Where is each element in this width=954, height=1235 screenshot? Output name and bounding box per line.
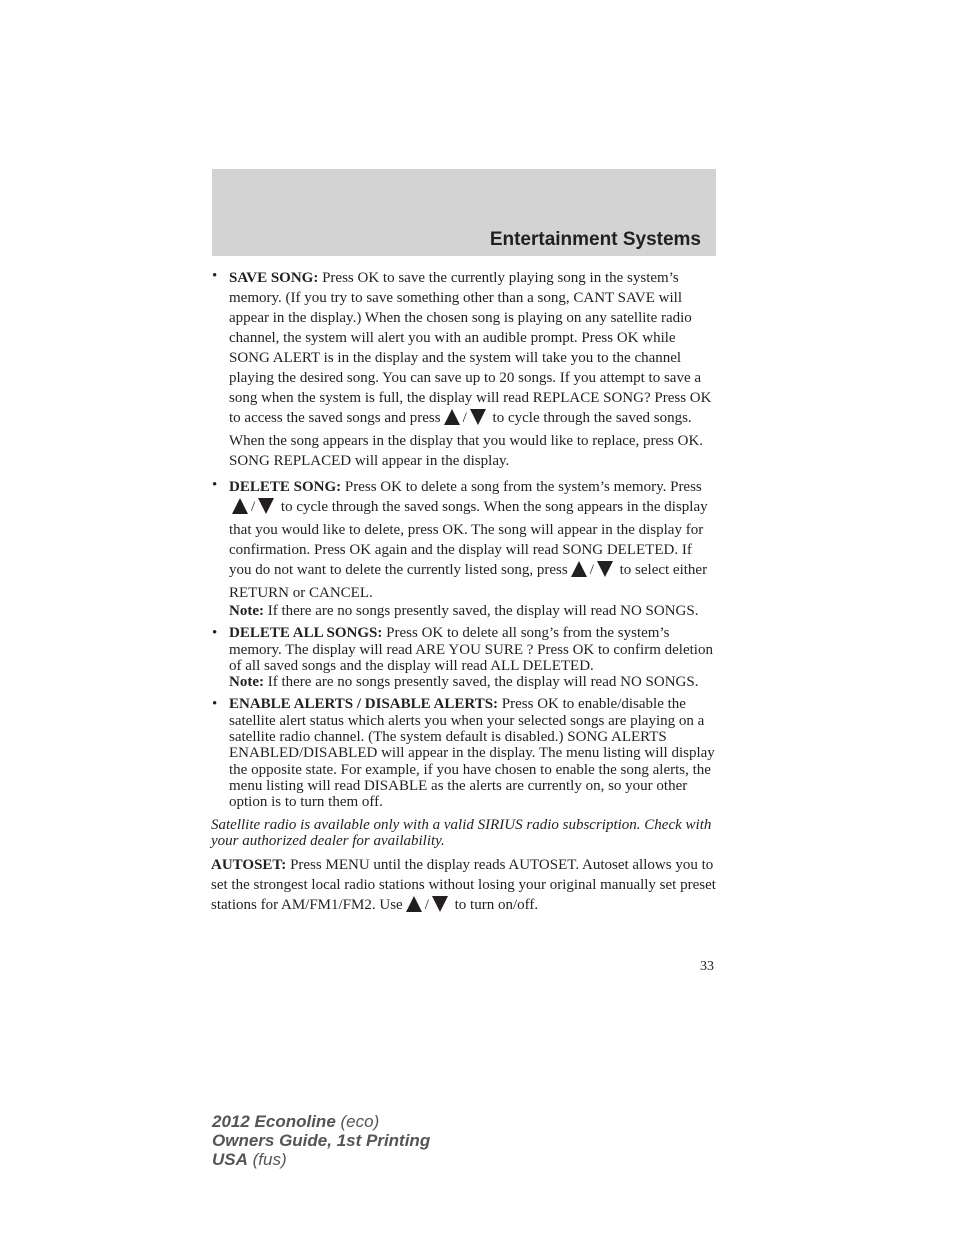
section-header-band [212, 169, 716, 256]
bullet-body: to cycle through the saved songs. When the song appears in the display that you would like to delete, press OK. The song will appear in the display for confirmation. Press OK again and the display will read SONG DELETED. If you do not want to delete the currently listed song, press [229, 499, 708, 578]
note-text: If there are no songs presently saved, the display will read NO SONGS. [267, 603, 699, 619]
arrow-down-icon [470, 409, 486, 425]
footer-guide: Owners Guide, 1st Printing [212, 1131, 431, 1150]
bullet-body: Press OK to enable/disable the satellite alert status which alerts you when your selected songs are playing on a satellite radio channel. (The system default is disabled.) SONG ALERTS ENABLED/DISABLED will appear in the display. The menu listing will display the opposite state. For example, if you have chosen to enable the song alerts, the menu listing will read DISABLE as the alerts are currently on, so your other option is to turn them off. [229, 696, 715, 811]
slash: / [251, 499, 256, 515]
bullet-text [229, 696, 717, 810]
bullet-text [229, 268, 717, 471]
bullet-body: to cycle through the saved songs. When the song appears in the display that you would like to replace, press OK. SONG REPLACED will appear in the display. [229, 410, 704, 469]
bullet-dot: • [212, 696, 218, 713]
page-number: 33 [700, 959, 714, 974]
bullet-dot: • [212, 625, 218, 642]
bullet-label: SAVE SONG: [229, 270, 319, 286]
arrow-up-icon [406, 896, 422, 912]
arrow-up-icon [444, 409, 460, 425]
note-label: Note: [229, 603, 264, 619]
footer-line-guide [212, 1131, 430, 1150]
footer-region: USA [212, 1150, 248, 1169]
arrow-down-icon [597, 561, 613, 577]
autoset-paragraph [211, 855, 717, 918]
autoset-body: to turn on/off. [454, 897, 539, 914]
note [229, 674, 717, 690]
bullet-body: to select either RETURN or CANCEL. [229, 562, 708, 601]
arrow-up-icon [232, 498, 248, 514]
section-title: Entertainment Systems [489, 229, 701, 250]
slash: / [462, 410, 467, 426]
bullet-dot: • [212, 268, 218, 284]
autoset-label: AUTOSET: [211, 857, 287, 874]
arrow-down-icon [432, 896, 448, 912]
page-content [211, 268, 717, 918]
bullet-text [229, 477, 717, 603]
bullet-label: DELETE SONG: [229, 479, 342, 495]
bullet-body: Press OK to delete a song from the system’s memory. Press [344, 479, 702, 495]
bullet-text [229, 625, 717, 674]
note [229, 603, 717, 619]
bullet-body: Press OK to delete all song’s from the system’s memory. The display will read ARE YOU SURE ? Press OK to confirm deletion of all saved songs and the display will read ALL DELETED. [229, 625, 713, 674]
bullet-label: DELETE ALL SONGS: [229, 625, 383, 642]
satellite-availability-note: Satellite radio is available only with a valid SIRIUS radio subscription. Check with your authorized dealer for availability. [211, 816, 712, 849]
bullet-delete-all-songs [211, 625, 717, 690]
footer-line-region [212, 1150, 430, 1169]
up-down-arrows [444, 408, 486, 431]
note-label: Note: [229, 674, 264, 691]
footer-model-code: (eco) [335, 1112, 380, 1131]
bullet-dot: • [212, 477, 218, 493]
slash: / [589, 562, 594, 578]
slash: / [424, 897, 429, 914]
up-down-arrows [232, 497, 274, 520]
arrow-up-icon [571, 561, 587, 577]
arrow-down-icon [258, 498, 274, 514]
up-down-arrows [406, 895, 448, 918]
bullet-enable-alerts [211, 696, 717, 810]
bullet-label: ENABLE ALERTS / DISABLE ALERTS: [229, 696, 499, 713]
note-text: If there are no songs presently saved, the display will read NO SONGS. [267, 674, 699, 691]
footer-line-model [212, 1112, 430, 1131]
up-down-arrows [571, 560, 613, 583]
autoset-body: Press MENU until the display reads AUTOSET. Autoset allows you to set the strongest local radio stations without losing your original manually set preset stations for AM/FM1/FM2. Use [211, 857, 716, 914]
bullet-body: Press OK to save the currently playing song in the system’s memory. (If you try to save something other than a song, CANT SAVE will appear in the display.) When the chosen song is playing on any satellite radio channel, the system will alert you with an audible prompt. Press OK while SONG ALERT is in the display and the system will take you to the channel playing the desired song. You can save up to 20 songs. If you attempt to save a song when the system is full, the display will read REPLACE SONG? Press OK to access the saved songs and press [229, 270, 712, 426]
document-footer [212, 1112, 430, 1169]
bullet-delete-song [211, 477, 717, 619]
bullet-save-song [211, 268, 717, 471]
footer-model: 2012 Econoline [212, 1112, 336, 1131]
footer-region-code: (fus) [247, 1150, 287, 1169]
